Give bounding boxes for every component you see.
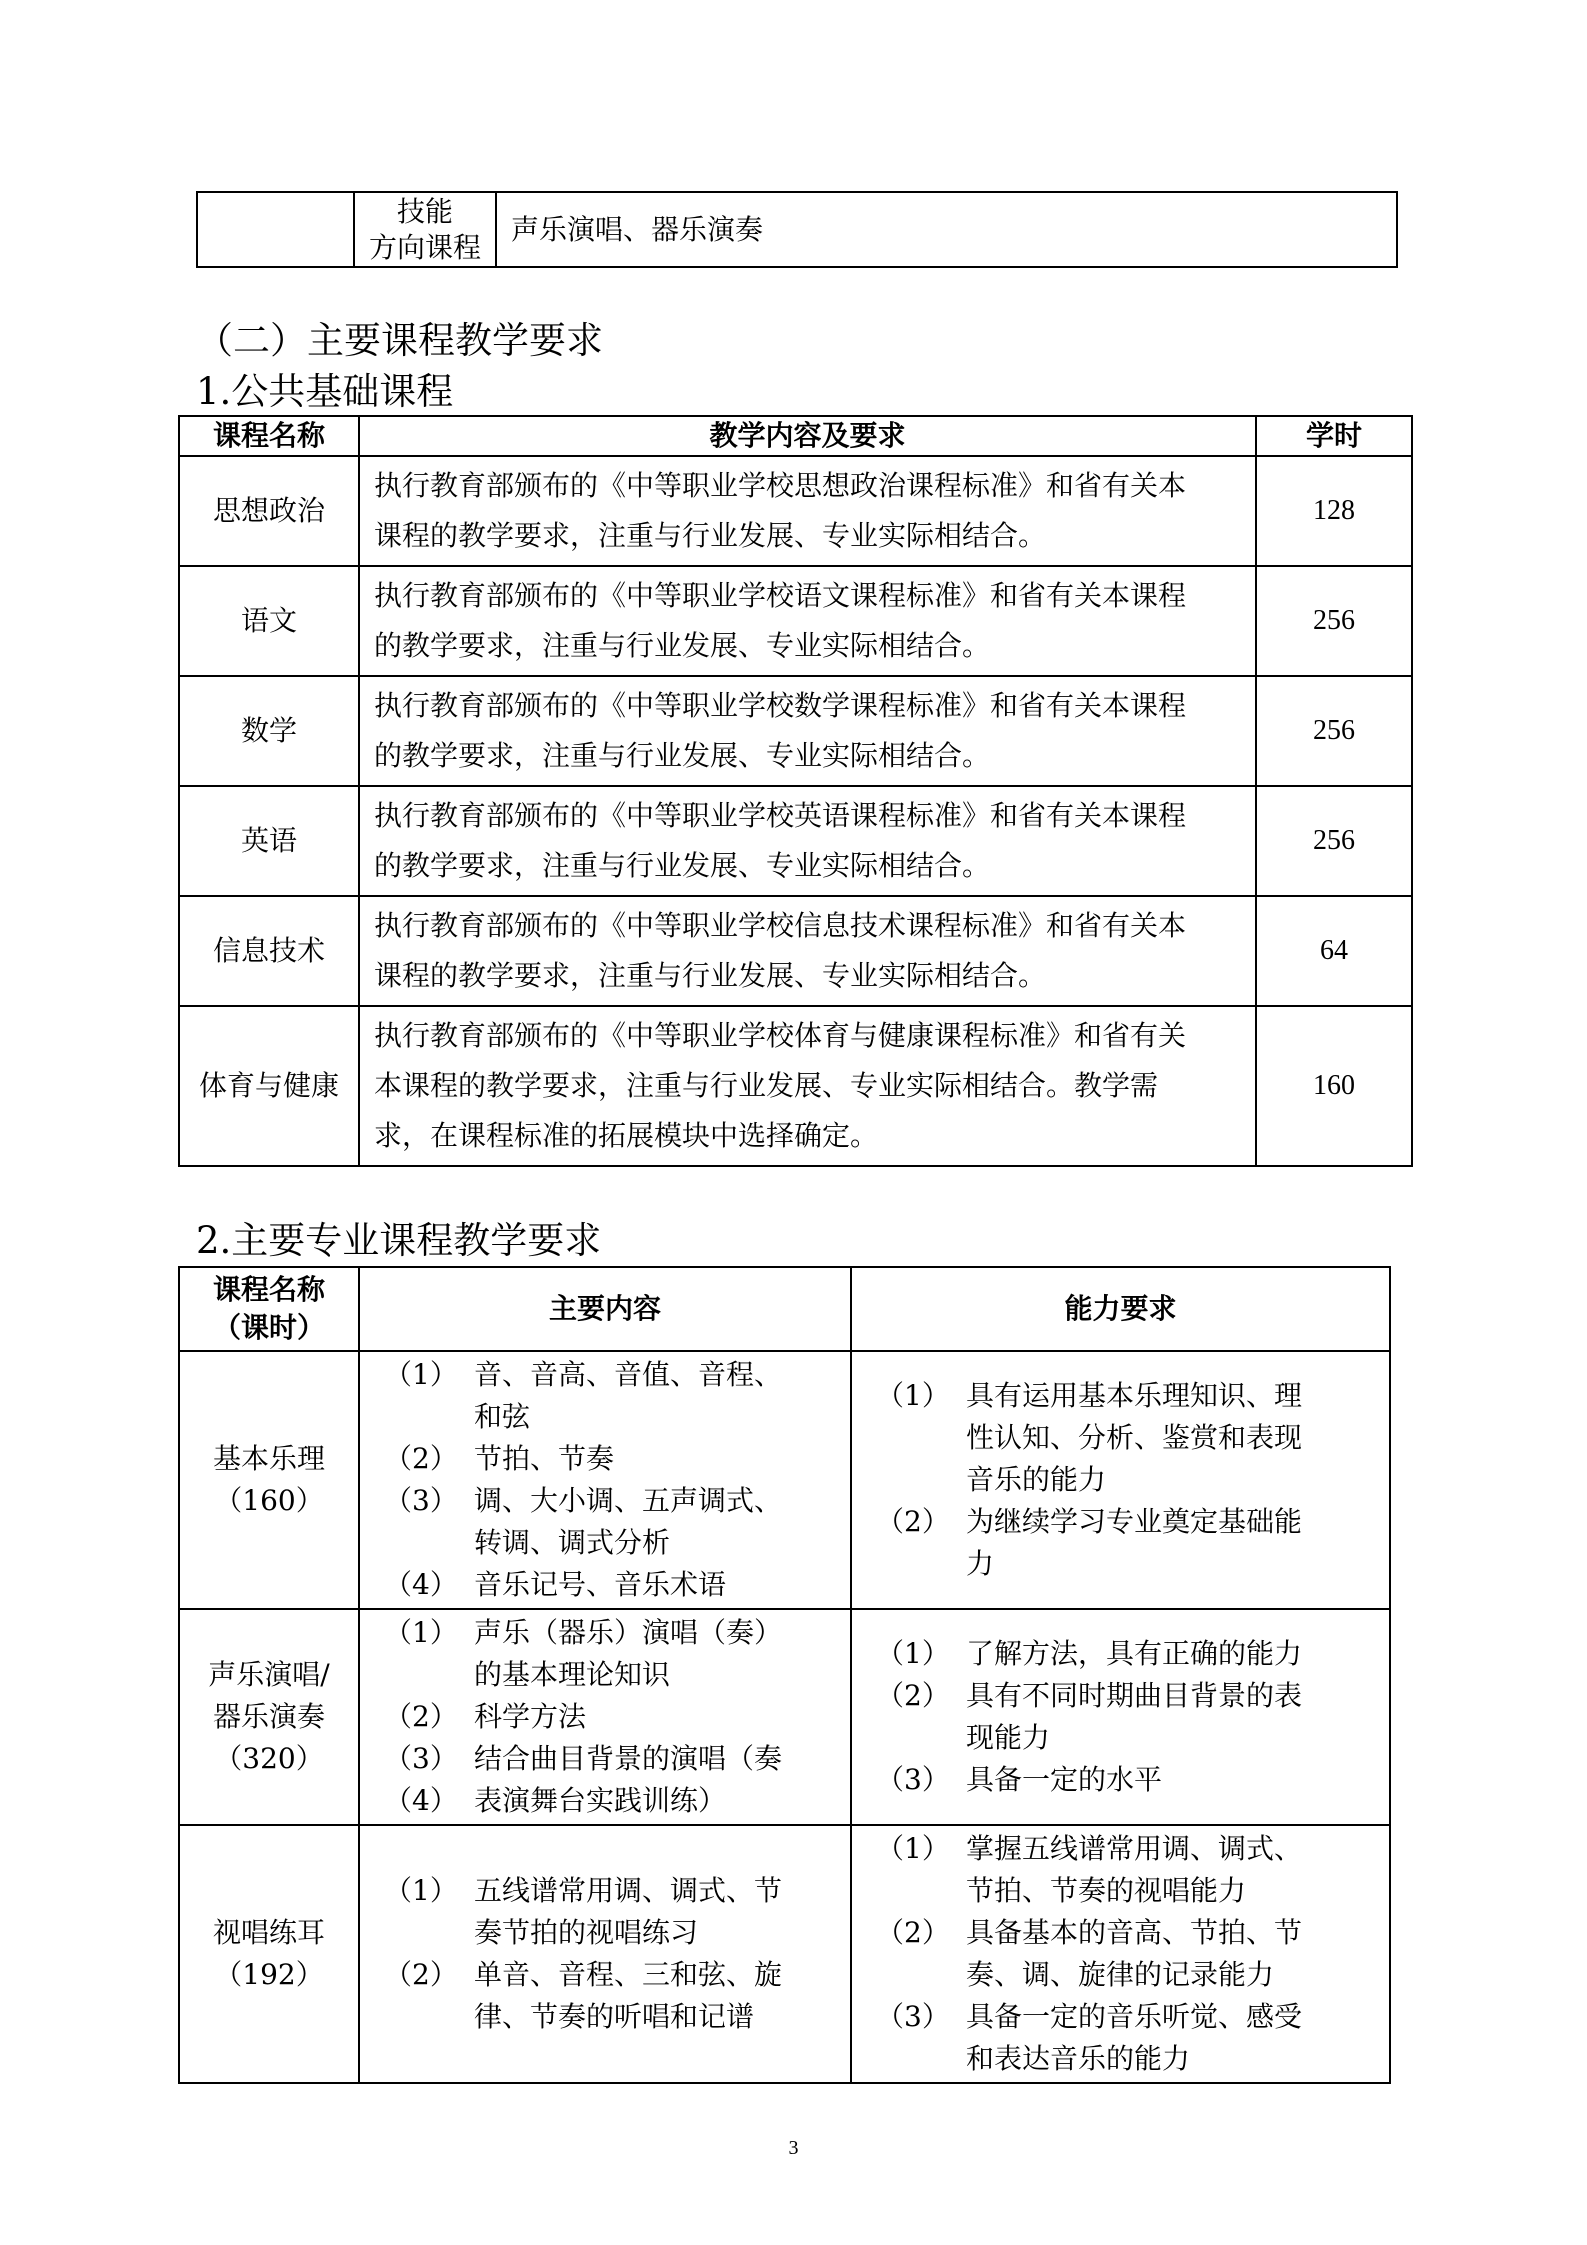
major-name-line: 基本乐理	[212, 1442, 325, 1475]
item-text	[966, 1759, 1375, 1801]
item-number: （3）	[876, 1763, 950, 1796]
course-content-line: 的教学要求，注重与行业发展、专业实际相结合。	[374, 629, 991, 662]
course-hours-cell	[1256, 1006, 1412, 1166]
item-text-line: 转调、调式分析	[474, 1526, 671, 1559]
item-text	[474, 1780, 836, 1822]
course-content-line: 的教学要求，注重与行业发展、专业实际相结合。	[374, 739, 991, 772]
item-number: （1）	[876, 1832, 950, 1865]
table-row	[179, 1351, 1390, 1609]
item-number: （1）	[384, 1874, 458, 1907]
public-course-table	[178, 415, 1413, 1167]
major-header-content: 主要内容	[359, 1267, 851, 1351]
major-content-item	[384, 1438, 836, 1480]
major-ability-item	[876, 1501, 1375, 1585]
item-text-line: 具有运用基本乐理知识、理	[966, 1379, 1303, 1412]
course-content-line: 课程的教学要求，注重与行业发展、专业实际相结合。	[374, 519, 1047, 552]
item-number: （3）	[384, 1742, 458, 1775]
course-hours-cell	[1256, 566, 1412, 676]
item-text	[474, 1954, 836, 2038]
major-ability-cell	[851, 1825, 1390, 2083]
item-text-line: 掌握五线谱常用调、调式、	[966, 1832, 1303, 1865]
item-number: （1）	[384, 1358, 458, 1391]
table-row	[179, 896, 1412, 1006]
item-text	[474, 1612, 836, 1696]
course-hours-cell	[1256, 456, 1412, 566]
major-ability-item	[876, 1375, 1375, 1501]
item-text-line: 声乐（器乐）演唱（奏）	[474, 1616, 783, 1649]
course-name-cell	[179, 676, 359, 786]
course-name-cell	[179, 1006, 359, 1166]
major-header-ability: 能力要求	[851, 1267, 1390, 1351]
item-text	[474, 1870, 836, 1954]
skill-content: 声乐演唱、器乐演奏	[511, 212, 764, 246]
major-content-item	[384, 1870, 836, 1954]
course-content-line: 执行教育部颁布的《中等职业学校思想政治课程标准》和省有关本	[374, 469, 1187, 502]
major-course-table	[178, 1266, 1391, 2084]
item-text-line: 奏节拍的视唱练习	[474, 1916, 699, 1949]
item-text	[474, 1354, 836, 1438]
major-content-item	[384, 1564, 836, 1606]
course-content-line: 执行教育部颁布的《中等职业学校信息技术课程标准》和省有关本	[374, 909, 1187, 942]
course-content-cell	[359, 896, 1256, 1006]
major-course-title: 2.主要专业课程教学要求	[196, 1219, 602, 1262]
course-content-cell	[359, 786, 1256, 896]
course-content-cell	[359, 566, 1256, 676]
item-number: （4）	[384, 1568, 458, 1601]
item-number: （1）	[876, 1637, 950, 1670]
item-text-line: 节拍、节奏的视唱能力	[966, 1874, 1247, 1907]
table-row	[179, 786, 1412, 896]
item-text-line: 具备基本的音高、节拍、节	[966, 1916, 1303, 1949]
item-number: （3）	[384, 1484, 458, 1517]
item-text-line: 性认知、分析、鉴赏和表现	[966, 1421, 1303, 1454]
course-name-cell	[179, 896, 359, 1006]
course-content-line: 求，在课程标准的拓展模块中选择确定。	[374, 1119, 879, 1152]
major-content-cell	[359, 1609, 851, 1825]
item-number: （1）	[384, 1616, 458, 1649]
major-ability-item	[876, 1759, 1375, 1801]
item-text-line: 音乐记号、音乐术语	[474, 1568, 727, 1601]
skill-content-cell	[496, 192, 1397, 267]
table-row	[179, 1825, 1390, 2083]
course-name: 体育与健康	[198, 1069, 339, 1102]
item-text-line: 具备一定的音乐听觉、感受	[966, 2000, 1303, 2033]
item-number: （4）	[384, 1784, 458, 1817]
table-row	[179, 676, 1412, 786]
item-text-line: 科学方法	[474, 1700, 587, 1733]
course-hours: 256	[1313, 825, 1355, 856]
item-text	[966, 1375, 1375, 1501]
course-hours: 256	[1313, 715, 1355, 746]
item-text-line: 结合曲目背景的演唱（奏	[474, 1742, 783, 1775]
item-text-line: 力	[966, 1547, 995, 1580]
item-text-line: 现能力	[966, 1721, 1051, 1754]
major-name-cell	[179, 1351, 359, 1609]
item-text	[966, 1996, 1375, 2080]
item-text	[474, 1438, 836, 1480]
public-header-content: 教学内容及要求	[359, 416, 1256, 456]
table-row	[179, 1609, 1390, 1825]
public-course-title: 1.公共基础课程	[196, 370, 454, 413]
item-text-line: 律、节奏的听唱和记谱	[474, 2000, 755, 2033]
course-hours-cell	[1256, 896, 1412, 1006]
course-hours-cell	[1256, 786, 1412, 896]
course-name: 数学	[240, 714, 297, 747]
major-ability-item	[876, 1912, 1375, 1996]
major-ability-item	[876, 1633, 1375, 1675]
item-number: （2）	[876, 1505, 950, 1538]
item-text	[966, 1501, 1375, 1585]
item-text-line: 具备一定的水平	[966, 1763, 1163, 1796]
item-number: （2）	[384, 1958, 458, 1991]
skill-label-line2: 方向课程	[368, 230, 481, 264]
major-content-item	[384, 1738, 836, 1780]
item-text	[966, 1828, 1375, 1912]
item-text	[474, 1738, 836, 1780]
course-hours: 64	[1320, 935, 1348, 966]
major-ability-item	[876, 1675, 1375, 1759]
item-text-line: 五线谱常用调、调式、节	[474, 1874, 783, 1907]
course-name-cell	[179, 786, 359, 896]
major-content-item	[384, 1780, 836, 1822]
page-number: 3	[788, 2137, 799, 2159]
course-content-line: 执行教育部颁布的《中等职业学校体育与健康课程标准》和省有关	[374, 1019, 1187, 1052]
item-text	[966, 1675, 1375, 1759]
major-content-item	[384, 1954, 836, 2038]
major-ability-cell	[851, 1351, 1390, 1609]
course-hours-cell	[1256, 676, 1412, 786]
course-content-line: 本课程的教学要求，注重与行业发展、专业实际相结合。教学需	[374, 1069, 1159, 1102]
item-number: （3）	[876, 2000, 950, 2033]
major-name-line: 器乐演奏	[212, 1700, 325, 1733]
item-text	[474, 1564, 836, 1606]
item-text	[966, 1912, 1375, 1996]
course-hours: 128	[1313, 495, 1355, 526]
empty-cell	[197, 192, 354, 267]
item-text-line: 和弦	[474, 1400, 531, 1433]
item-text-line: 的基本理论知识	[474, 1658, 671, 1691]
major-name-cell	[179, 1609, 359, 1825]
section-title: （二）主要课程教学要求	[196, 319, 603, 362]
item-number: （2）	[384, 1700, 458, 1733]
course-name-cell	[179, 566, 359, 676]
major-header-name-line1: 课程名称	[212, 1273, 325, 1306]
item-text-line: 调、大小调、五声调式、	[474, 1484, 783, 1517]
course-content-line: 执行教育部颁布的《中等职业学校语文课程标准》和省有关本课程	[374, 579, 1187, 612]
course-name: 信息技术	[212, 934, 325, 967]
major-name-line: 视唱练耳	[212, 1916, 325, 1949]
skill-label-cell	[354, 192, 496, 267]
skill-label-line1: 技能	[396, 194, 453, 228]
item-text-line: 具有不同时期曲目背景的表	[966, 1679, 1303, 1712]
course-hours: 160	[1313, 1070, 1355, 1101]
course-content-cell	[359, 676, 1256, 786]
course-hours: 256	[1313, 605, 1355, 636]
major-ability-item	[876, 1828, 1375, 1912]
item-number: （2）	[876, 1916, 950, 1949]
major-content-cell	[359, 1351, 851, 1609]
course-name: 语文	[240, 604, 297, 637]
course-name: 英语	[240, 824, 297, 857]
item-text-line: 音乐的能力	[966, 1463, 1107, 1496]
major-content-item	[384, 1696, 836, 1738]
table-row	[179, 1006, 1412, 1166]
item-text-line: 了解方法，具有正确的能力	[966, 1637, 1303, 1670]
major-content-item	[384, 1480, 836, 1564]
course-content-line: 执行教育部颁布的《中等职业学校数学课程标准》和省有关本课程	[374, 689, 1187, 722]
item-text-line: 节拍、节奏	[474, 1442, 615, 1475]
course-name: 思想政治	[212, 494, 325, 527]
major-name-line: （320）	[214, 1742, 324, 1775]
item-number: （1）	[876, 1379, 950, 1412]
major-header-name-line2: （课时）	[212, 1311, 325, 1344]
item-number: （2）	[876, 1679, 950, 1712]
major-ability-item	[876, 1996, 1375, 2080]
public-header-hours: 学时	[1256, 416, 1412, 456]
item-text-line: 表演舞台实践训练）	[474, 1784, 727, 1817]
major-header-name	[179, 1267, 359, 1351]
item-text-line: 奏、调、旋律的记录能力	[966, 1958, 1275, 1991]
major-name-cell	[179, 1825, 359, 2083]
major-ability-cell	[851, 1609, 1390, 1825]
item-text	[966, 1633, 1375, 1675]
item-text-line: 音、音高、音值、音程、	[474, 1358, 783, 1391]
major-name-line: （192）	[214, 1958, 324, 1991]
course-content-line: 的教学要求，注重与行业发展、专业实际相结合。	[374, 849, 991, 882]
skill-course-table	[196, 191, 1398, 268]
course-name-cell	[179, 456, 359, 566]
major-name-line: （160）	[214, 1484, 324, 1517]
item-text	[474, 1480, 836, 1564]
major-content-cell	[359, 1825, 851, 2083]
major-content-item	[384, 1612, 836, 1696]
course-content-cell	[359, 1006, 1256, 1166]
public-header-name: 课程名称	[179, 416, 359, 456]
item-text-line: 单音、音程、三和弦、旋	[474, 1958, 783, 1991]
major-name-line: 声乐演唱/	[208, 1658, 330, 1691]
course-content-line: 课程的教学要求，注重与行业发展、专业实际相结合。	[374, 959, 1047, 992]
table-row	[179, 456, 1412, 566]
item-text	[474, 1696, 836, 1738]
course-content-line: 执行教育部颁布的《中等职业学校英语课程标准》和省有关本课程	[374, 799, 1187, 832]
item-text-line: 为继续学习专业奠定基础能	[966, 1505, 1303, 1538]
item-text-line: 和表达音乐的能力	[966, 2042, 1191, 2075]
table-row	[179, 566, 1412, 676]
major-content-item	[384, 1354, 836, 1438]
course-content-cell	[359, 456, 1256, 566]
item-number: （2）	[384, 1442, 458, 1475]
